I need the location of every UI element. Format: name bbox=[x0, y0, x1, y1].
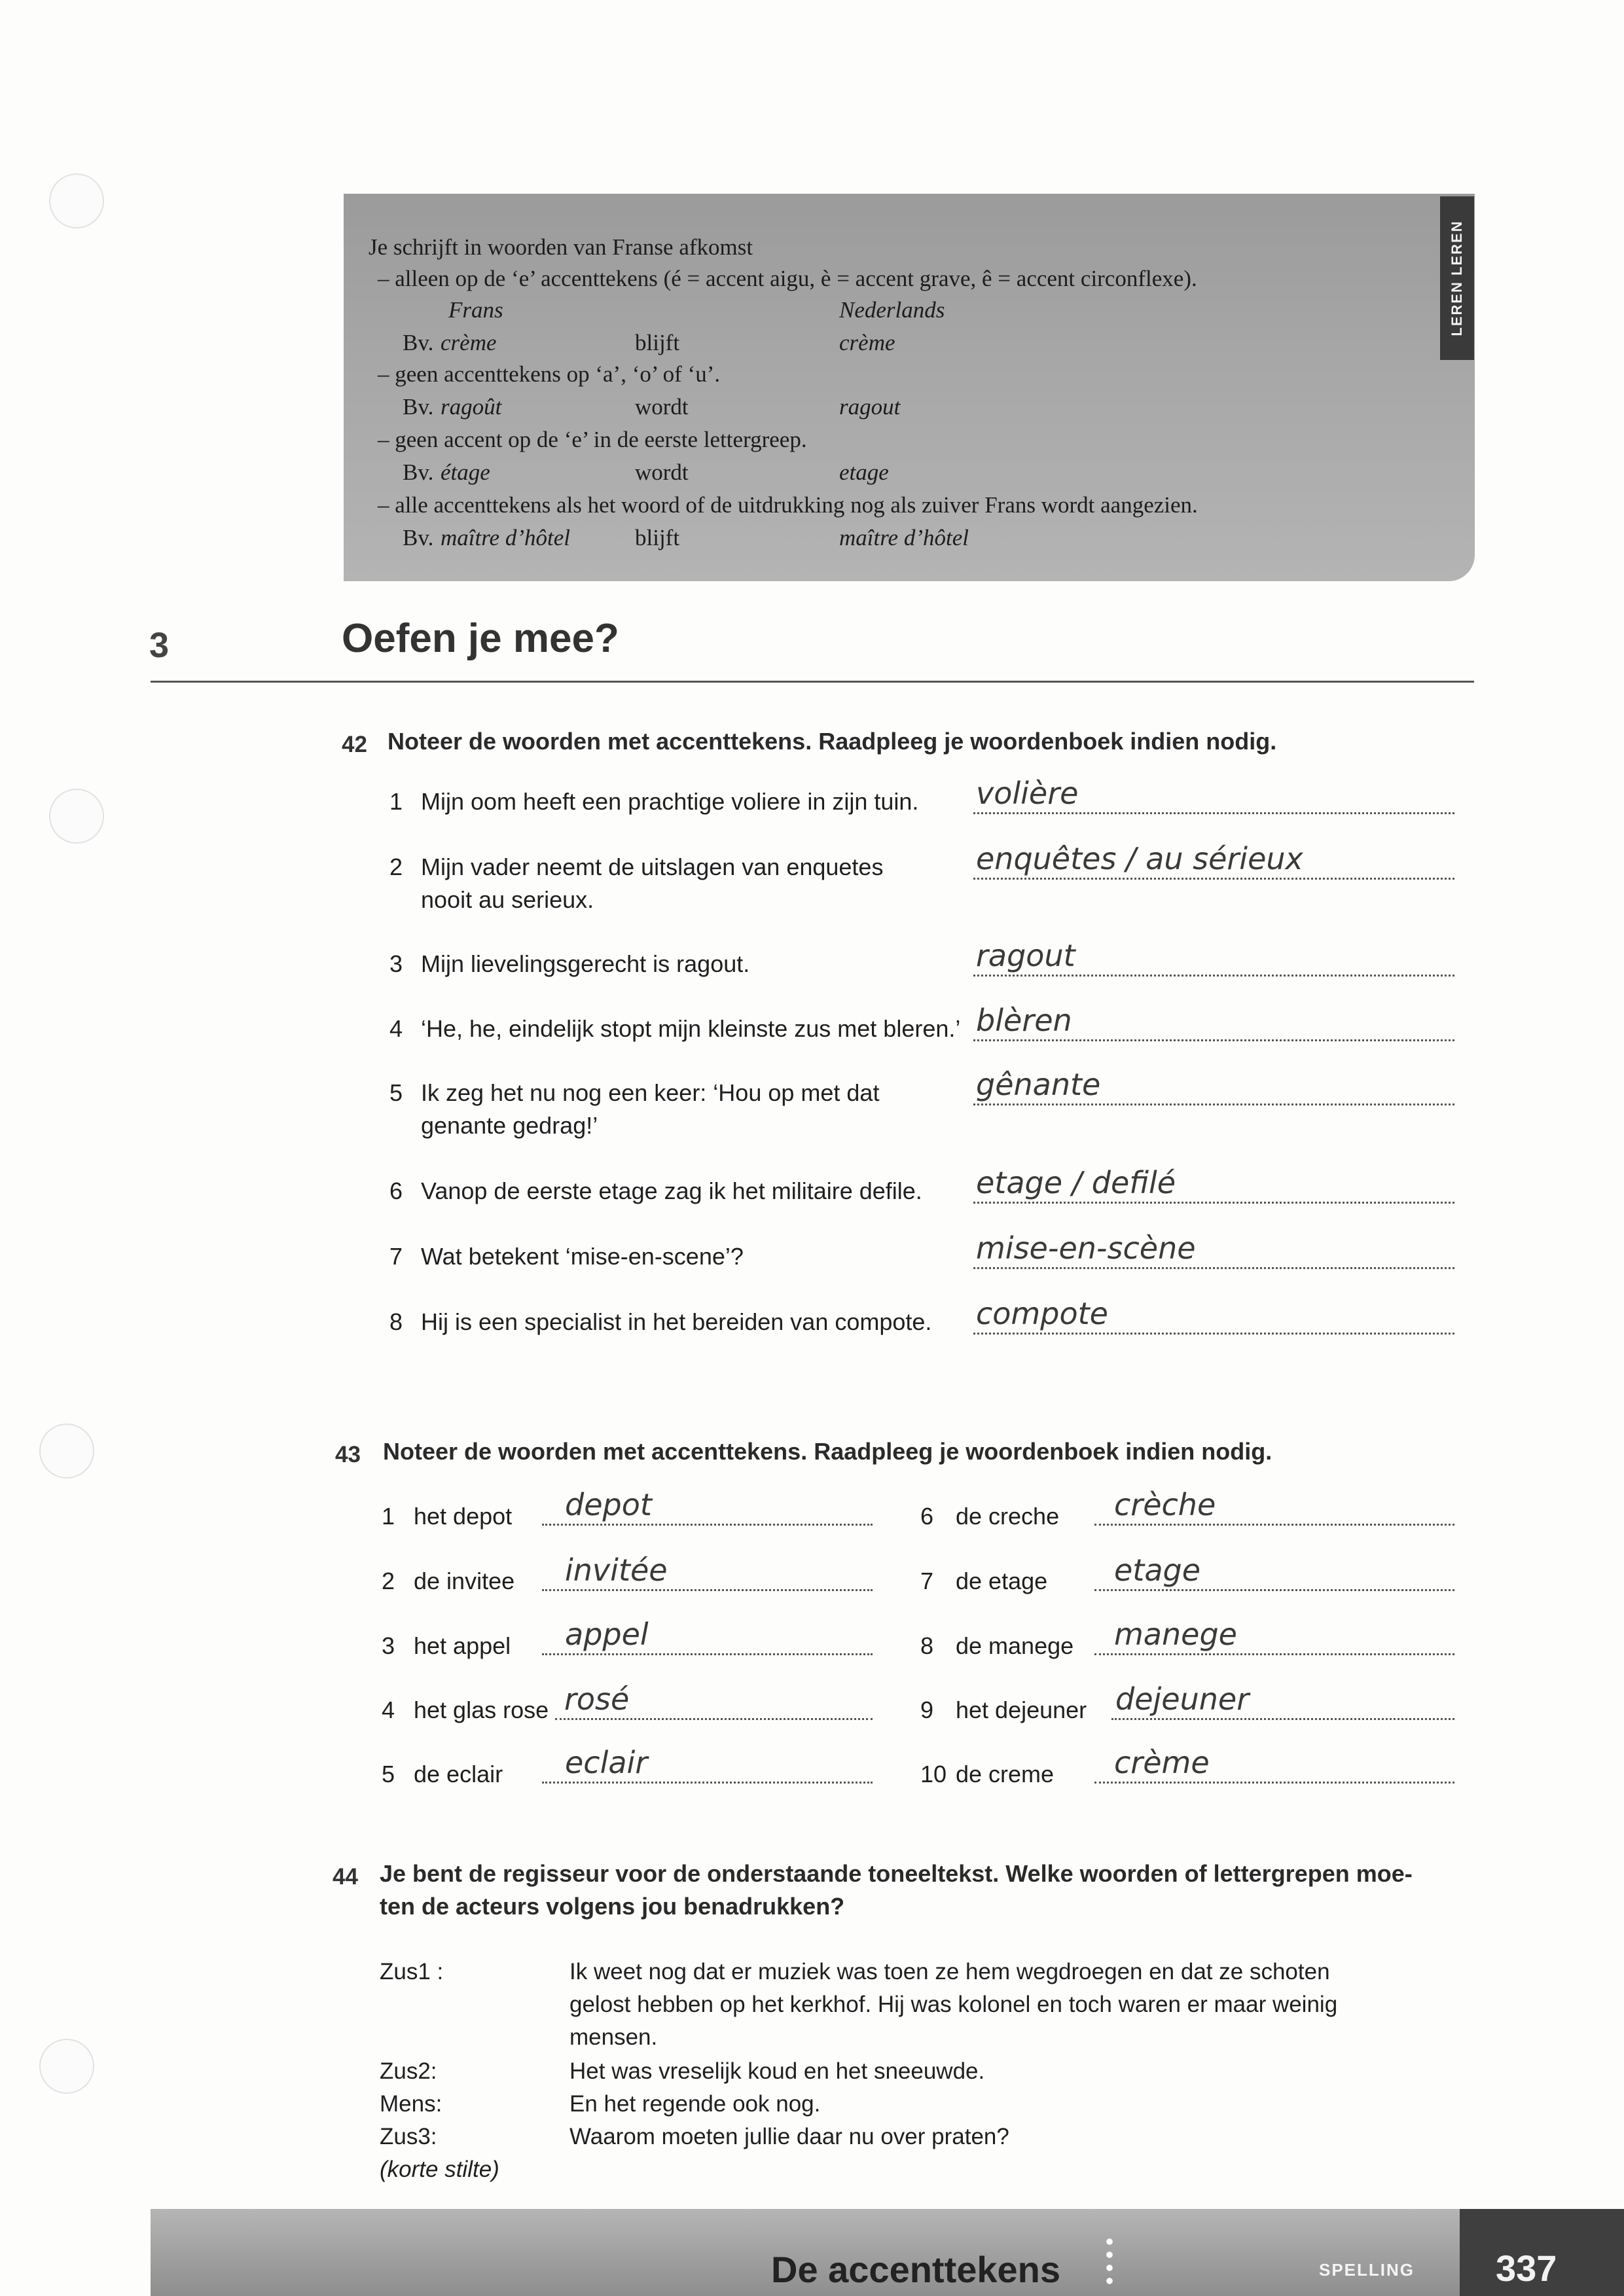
answer-text: depot bbox=[565, 1487, 652, 1522]
answer-line[interactable] bbox=[973, 1165, 1454, 1204]
dialog-line: Waarom moeten jullie daar nu over praten? bbox=[569, 2124, 1009, 2149]
answer-line[interactable] bbox=[1094, 1487, 1454, 1526]
answer-text: invitée bbox=[565, 1552, 668, 1588]
item-number: 9 bbox=[920, 1696, 934, 1723]
info-rule-4: – alle accenttekens als het woord of de uitdrukking nog als zuiver Frans wordt aangezien. bbox=[378, 492, 1198, 518]
answer-line[interactable] bbox=[542, 1617, 873, 1655]
item-number: 5 bbox=[382, 1761, 395, 1787]
punch-hole bbox=[39, 1424, 94, 1479]
dialog-line: Ik weet nog dat er muziek was toen ze hem wegdroegen en dat ze schoten gelost hebben op het kerkhof. Hij was kolonel en toch waren er maar weinig mensen. bbox=[569, 1959, 1338, 2050]
section-title: Oefen je mee? bbox=[342, 616, 619, 661]
example-bv: Bv. bbox=[403, 330, 434, 355]
answer-line[interactable] bbox=[542, 1487, 873, 1526]
word-label: de eclair bbox=[414, 1761, 503, 1787]
example-nederlands: etage bbox=[839, 459, 889, 485]
side-tab bbox=[1440, 196, 1474, 360]
item-text: Mijn oom heeft een prachtige voliere in zijn tuin. bbox=[421, 788, 919, 815]
answer-line[interactable] bbox=[1094, 1745, 1454, 1784]
info-box bbox=[344, 194, 1475, 581]
item-number: 3 bbox=[389, 950, 403, 977]
footer-label: SPELLING bbox=[1319, 2260, 1415, 2280]
speaker-label: Zus1 : bbox=[380, 1959, 444, 1984]
list-item bbox=[389, 785, 959, 818]
answer-text: dejeuner bbox=[1115, 1681, 1250, 1717]
answer-text: crèche bbox=[1114, 1487, 1216, 1522]
example-frans: étage bbox=[441, 459, 490, 485]
answer-text: gênante bbox=[976, 1067, 1101, 1102]
question-text-line-2: ten de acteurs volgens jou benadrukken? bbox=[380, 1893, 845, 1920]
answer-line[interactable] bbox=[973, 1067, 1454, 1105]
answer-line[interactable] bbox=[973, 776, 1454, 814]
item-number: 4 bbox=[389, 1015, 403, 1042]
list-item bbox=[389, 948, 959, 980]
list-item bbox=[389, 1175, 959, 1208]
section-divider bbox=[151, 681, 1474, 683]
example-frans: ragoût bbox=[441, 394, 502, 420]
column-frans: Frans bbox=[448, 297, 503, 323]
answer-text: etage / defilé bbox=[976, 1165, 1176, 1200]
list-item bbox=[389, 1240, 959, 1273]
answer-line[interactable] bbox=[1111, 1681, 1454, 1720]
stage-direction: (korte stilte) bbox=[380, 2157, 499, 2182]
answer-text: rosé bbox=[564, 1681, 630, 1717]
item-number: 10 bbox=[920, 1761, 947, 1787]
item-number: 7 bbox=[920, 1568, 934, 1594]
item-number: 2 bbox=[382, 1568, 395, 1594]
answer-line[interactable] bbox=[973, 1003, 1454, 1041]
example-bv: Bv. bbox=[403, 394, 434, 420]
item-number: 8 bbox=[920, 1632, 934, 1659]
answer-line[interactable] bbox=[1094, 1617, 1454, 1655]
info-intro: Je schrijft in woorden van Franse afkomst bbox=[369, 234, 753, 260]
side-tab-label: LEREN LEREN bbox=[1449, 220, 1465, 336]
answer-text: etage bbox=[1114, 1552, 1201, 1588]
info-rule-3: – geen accent op de ‘e’ in de eerste lettergreep. bbox=[378, 427, 807, 452]
chapter-title: De accenttekens bbox=[771, 2249, 1061, 2290]
speaker-label: Zus2: bbox=[380, 2058, 437, 2084]
word-label: het dejeuner bbox=[956, 1696, 1087, 1723]
answer-text: blèren bbox=[976, 1003, 1072, 1038]
answer-line[interactable] bbox=[973, 938, 1454, 977]
item-number: 8 bbox=[389, 1308, 403, 1335]
answer-line[interactable] bbox=[542, 1745, 873, 1784]
item-number: 7 bbox=[389, 1243, 403, 1270]
answer-line[interactable] bbox=[973, 1230, 1454, 1269]
word-label: de invitee bbox=[414, 1568, 515, 1594]
answer-text: mise-en-scène bbox=[976, 1230, 1196, 1266]
item-number: 1 bbox=[382, 1503, 395, 1530]
word-label: het appel bbox=[414, 1632, 511, 1659]
word-label: het glas rose bbox=[414, 1696, 549, 1723]
answer-text: enquêtes / au sérieux bbox=[976, 841, 1303, 876]
item-text: Wat betekent ‘mise-en-scene’? bbox=[421, 1243, 744, 1270]
word-label: de creme bbox=[956, 1761, 1055, 1787]
word-label: de creche bbox=[956, 1503, 1060, 1530]
column-nederlands: Nederlands bbox=[839, 297, 945, 323]
example-bv: Bv. bbox=[403, 525, 434, 550]
answer-line[interactable] bbox=[973, 841, 1454, 880]
answer-text: crème bbox=[1114, 1745, 1210, 1780]
section-number: 3 bbox=[149, 626, 170, 665]
page-number: 337 bbox=[1496, 2248, 1557, 2289]
question-number: 44 bbox=[333, 1864, 358, 1890]
item-text: Ik zeg het nu nog een keer: ‘Hou op met dat genante gedrag!’ bbox=[421, 1079, 880, 1139]
example-verb: blijft bbox=[635, 525, 680, 550]
item-number: 1 bbox=[389, 788, 403, 815]
example-verb: wordt bbox=[635, 459, 689, 485]
example-frans: crème bbox=[441, 330, 497, 355]
answer-line[interactable] bbox=[973, 1296, 1454, 1335]
info-rule-1: – alleen op de ‘e’ accenttekens (é = accent aigu, è = accent grave, ê = accent circonflexe). bbox=[378, 266, 1197, 291]
answer-text: appel bbox=[565, 1617, 649, 1652]
example-frans: maître d’hôtel bbox=[441, 525, 570, 550]
example-nederlands: ragout bbox=[839, 394, 901, 420]
item-number: 3 bbox=[382, 1632, 395, 1659]
question-text-line-1: Je bent de regisseur voor de onderstaande toneeltekst. Welke woorden of lettergrepen moe- bbox=[380, 1860, 1413, 1887]
item-number: 2 bbox=[389, 853, 403, 880]
answer-line[interactable] bbox=[542, 1552, 873, 1591]
punch-hole bbox=[49, 173, 104, 228]
list-item bbox=[389, 1013, 979, 1045]
speaker-label: Mens: bbox=[380, 2091, 442, 2117]
item-text: Vanop de eerste etage zag ik het militaire defile. bbox=[421, 1177, 922, 1204]
word-label: het depot bbox=[414, 1503, 513, 1530]
punch-hole bbox=[49, 789, 104, 844]
item-number: 5 bbox=[389, 1079, 403, 1106]
answer-line[interactable] bbox=[555, 1681, 873, 1720]
example-nederlands: maître d’hôtel bbox=[839, 525, 969, 550]
question-text: Noteer de woorden met accenttekens. Raadpleeg je woordenboek indien nodig. bbox=[388, 728, 1277, 755]
question-number: 42 bbox=[342, 732, 367, 757]
punch-hole bbox=[39, 2039, 94, 2094]
dot-separator bbox=[1106, 2235, 1113, 2287]
answer-line[interactable] bbox=[1094, 1552, 1454, 1591]
item-number: 4 bbox=[382, 1696, 395, 1723]
item-number: 6 bbox=[920, 1503, 934, 1530]
example-verb: wordt bbox=[635, 394, 689, 420]
example-verb: blijft bbox=[635, 330, 680, 355]
word-label: de etage bbox=[956, 1568, 1048, 1594]
list-item bbox=[389, 1077, 959, 1142]
dialog-line: Het was vreselijk koud en het sneeuwde. bbox=[569, 2058, 985, 2084]
list-item bbox=[389, 1306, 979, 1338]
item-text: Mijn vader neemt de uitslagen van enquetes nooit au serieux. bbox=[421, 853, 884, 913]
example-nederlands: crème bbox=[839, 330, 895, 355]
word-label: de manege bbox=[956, 1632, 1074, 1659]
answer-text: eclair bbox=[565, 1745, 648, 1780]
page-footer bbox=[151, 2209, 1624, 2296]
speaker-label: Zus3: bbox=[380, 2124, 437, 2149]
question-text: Noteer de woorden met accenttekens. Raadpleeg je woordenboek indien nodig. bbox=[383, 1438, 1272, 1465]
dialog-line: En het regende ook nog. bbox=[569, 2091, 821, 2117]
item-number: 6 bbox=[389, 1177, 403, 1204]
answer-text: compote bbox=[976, 1296, 1108, 1331]
example-bv: Bv. bbox=[403, 459, 434, 485]
list-item bbox=[389, 851, 959, 916]
answer-text: manege bbox=[1114, 1617, 1237, 1652]
item-text: Hij is een specialist in het bereiden van compote. bbox=[421, 1308, 932, 1335]
info-rule-2: – geen accenttekens op ‘a’, ‘o’ of ‘u’. bbox=[378, 361, 721, 387]
answer-text: volière bbox=[976, 776, 1079, 811]
item-text: Mijn lievelingsgerecht is ragout. bbox=[421, 950, 750, 977]
item-text: ‘He, he, eindelijk stopt mijn kleinste zus met bleren.’ bbox=[421, 1015, 961, 1042]
answer-text: ragout bbox=[976, 938, 1075, 973]
question-number: 43 bbox=[335, 1442, 361, 1467]
